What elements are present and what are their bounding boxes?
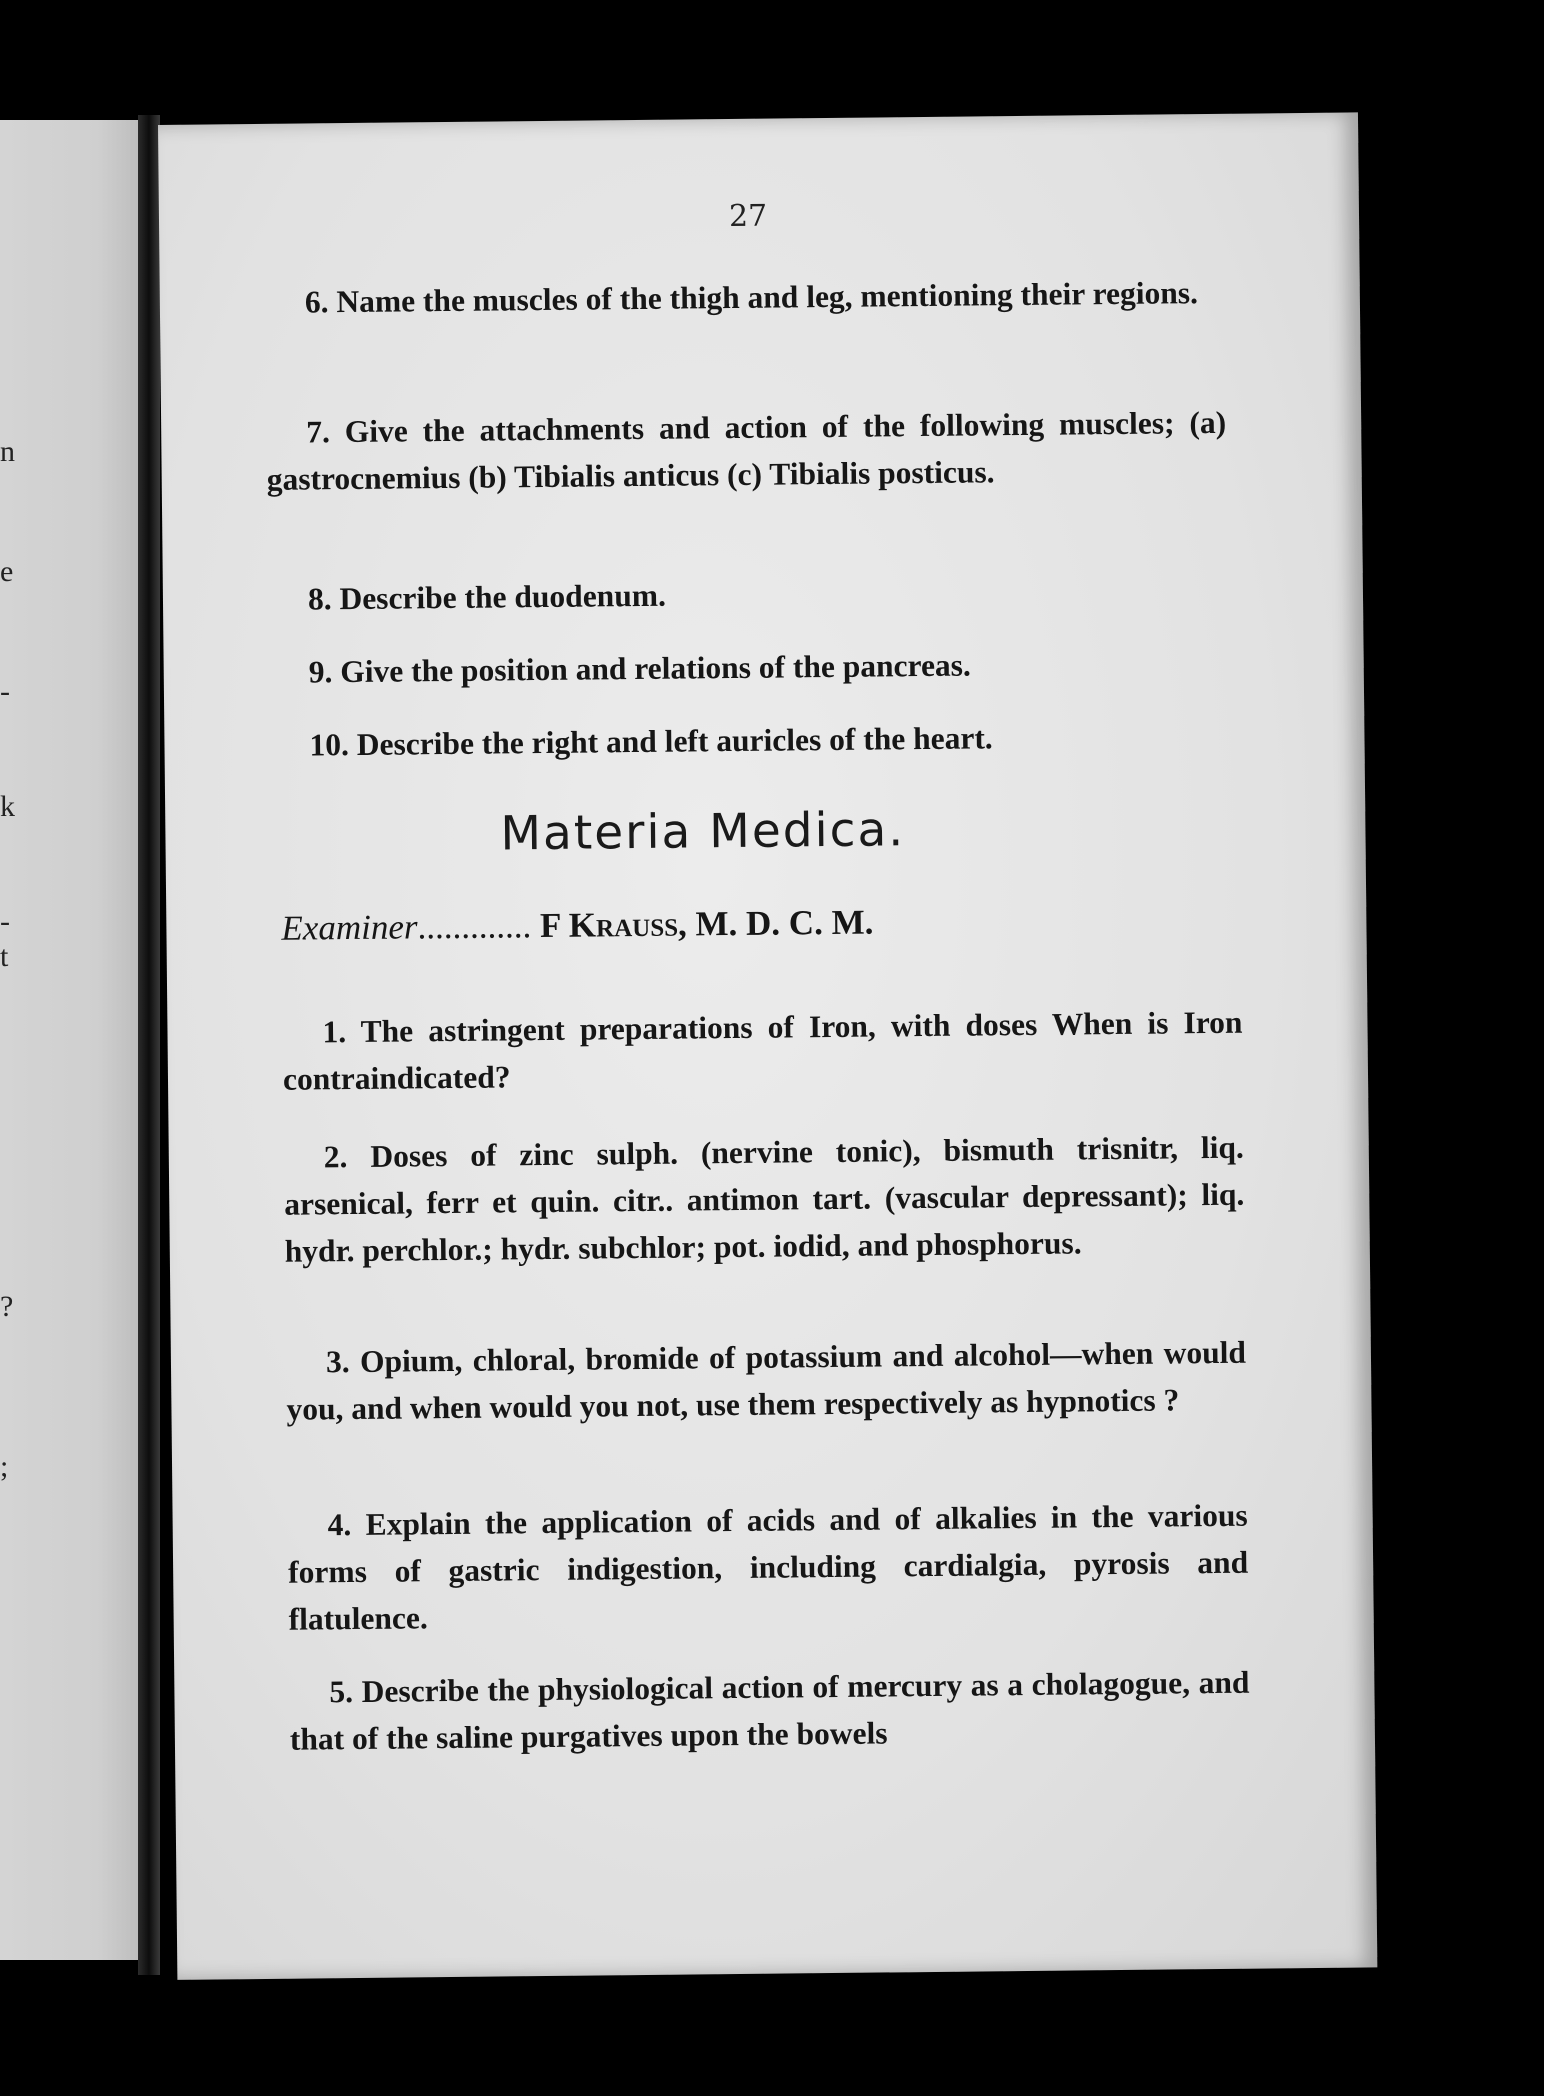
question-text: Explain the application of acids and of alkalies in the various forms of gastric indigestion, including cardialgia, pyrosis and flatulence. bbox=[287, 1497, 1249, 1637]
materia-question-5 bbox=[289, 1659, 1250, 1763]
question-number: 4. bbox=[327, 1507, 352, 1543]
left-page-fragment-text: k bbox=[0, 790, 15, 823]
question-6 bbox=[265, 269, 1225, 326]
question-number: 5. bbox=[329, 1674, 354, 1710]
question-8 bbox=[268, 566, 1228, 623]
question-number: 2. bbox=[323, 1139, 348, 1175]
examiner-line bbox=[281, 899, 1241, 949]
question-number: 6. bbox=[304, 284, 329, 320]
left-page-fragment-text: - bbox=[0, 905, 10, 938]
question-text: Name the muscles of the thigh and leg, mentioning their regions. bbox=[336, 275, 1199, 320]
left-page-fragment-text: - bbox=[0, 675, 10, 708]
left-page-fragment bbox=[0, 120, 140, 1960]
question-number: 8. bbox=[307, 581, 332, 617]
question-text: Give the position and relations of the pancreas. bbox=[340, 647, 972, 690]
question-number: 10. bbox=[309, 727, 350, 763]
question-text: Doses of zinc sulph. (nervine tonic), bismuth trisnitr, liq. arsenical, ferr et quin. citr.. antimon tart. (vascular depressant); liq. hydr. perchlor.; hydr. subchlor; pot. iodid, and phosphorus. bbox=[284, 1129, 1245, 1269]
question-text: Describe the physiological action of mercury as a cholagogue, and that of the saline purgatives upon the bowels bbox=[289, 1664, 1250, 1757]
book-gutter bbox=[138, 115, 160, 1975]
question-text: Describe the duodenum. bbox=[339, 577, 667, 617]
question-number: 9. bbox=[308, 654, 333, 690]
question-text: The astringent preparations of Iron, with doses When is Iron contraindicated? bbox=[282, 1004, 1243, 1097]
examiner-name: F Krauss, M. D. C. M. bbox=[539, 902, 874, 946]
materia-question-2 bbox=[284, 1124, 1245, 1275]
materia-question-4 bbox=[287, 1492, 1248, 1643]
left-page-fragment-text: e bbox=[0, 555, 14, 588]
question-text: Describe the right and left auricles of the heart. bbox=[356, 720, 993, 762]
page-number: 27 bbox=[728, 198, 768, 235]
section-title: Materia Medica. bbox=[500, 802, 906, 862]
question-9 bbox=[268, 639, 1228, 696]
right-page bbox=[158, 112, 1377, 1979]
question-number: 1. bbox=[322, 1014, 347, 1050]
question-10 bbox=[269, 712, 1229, 769]
question-number: 7. bbox=[306, 414, 331, 450]
materia-question-1 bbox=[282, 999, 1243, 1103]
left-page-fragment-text: t bbox=[0, 940, 9, 973]
left-page-fragment-text: ; bbox=[0, 1450, 9, 1483]
left-page-fragment-text: ? bbox=[0, 1290, 14, 1323]
examiner-dots: ............. bbox=[417, 906, 532, 947]
materia-question-3 bbox=[286, 1329, 1247, 1433]
question-text: Opium, chloral, bromide of potassium and alcohol—when would you, and when would you not, use them respectively as hypnotics ? bbox=[286, 1334, 1247, 1427]
left-page-fragment-text: n bbox=[0, 435, 15, 468]
question-text: Give the attachments and action of the following muscles; (a) gastrocnemius (b) Tibialis anticus (c) Tibialis posticus. bbox=[266, 404, 1227, 497]
examiner-label: Examiner bbox=[281, 907, 418, 948]
question-7 bbox=[266, 399, 1227, 503]
question-number: 3. bbox=[325, 1344, 350, 1380]
